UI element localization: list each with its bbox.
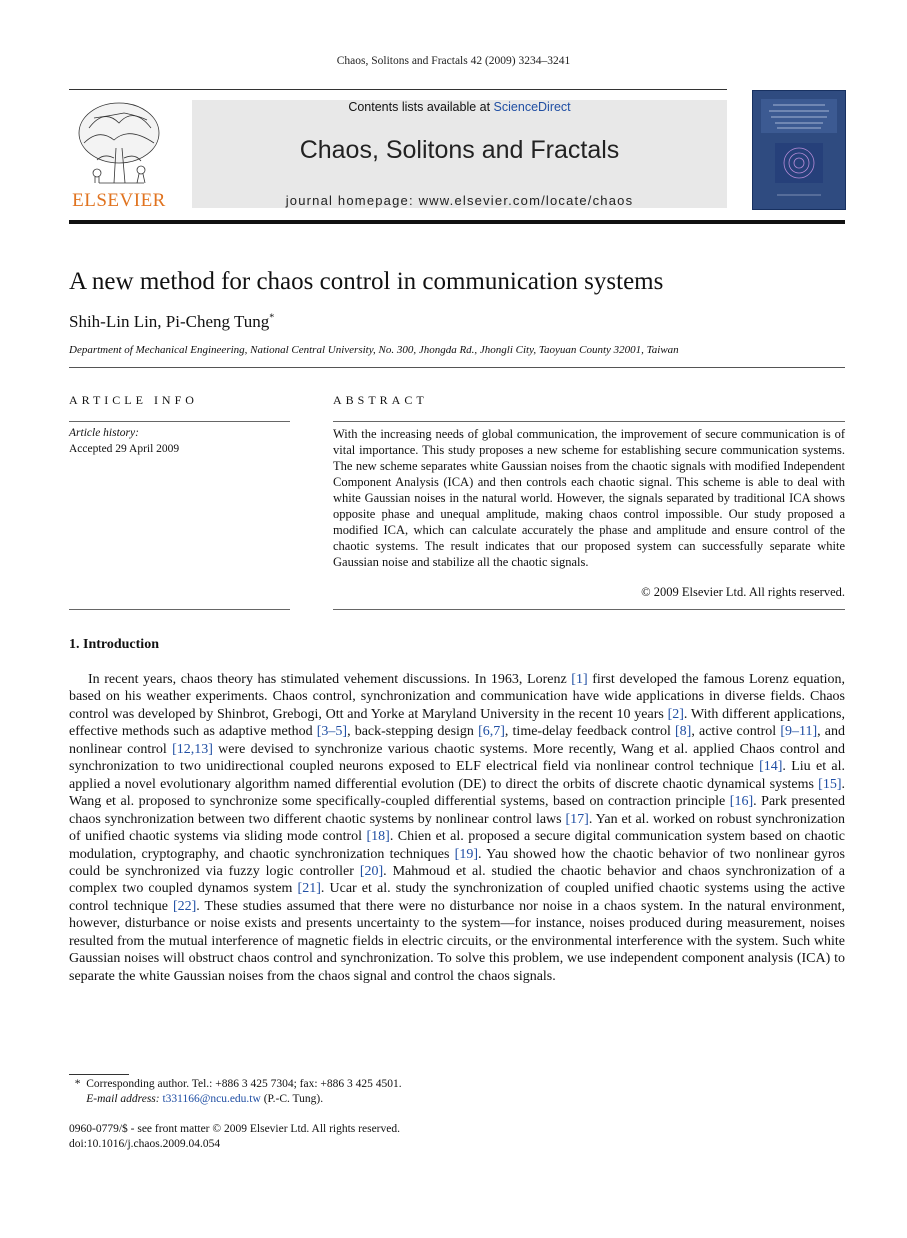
masthead-bar	[69, 220, 845, 224]
running-header: Chaos, Solitons and Fractals 42 (2009) 3234–3241	[336, 55, 571, 67]
intro-text: were devised to synchronize various chaotic systems. More recently, Wang et al. applied Chaos control and synchronization to two unidirectional coupled neurons exposed to ELF electrical field via nonlinear control technique	[69, 741, 845, 775]
contents-prefix: Contents lists available at	[348, 100, 494, 114]
citation-link[interactable]: [21]	[297, 881, 321, 897]
email-link[interactable]: t331166@ncu.edu.tw	[162, 1093, 261, 1105]
citation-link[interactable]: [16]	[729, 794, 754, 810]
intro-text: , back-stepping design	[347, 724, 479, 740]
article-info-bottom-rule	[69, 609, 290, 610]
cover-art	[753, 91, 845, 209]
history-label: Article history:	[69, 427, 139, 439]
intro-text: first developed the famous Lorenz equation, based on his weather experiments. Chaos control, synchronization and communication have wide applications in diverse fields. Chaos control was developed by Shinbrot, Grebogi, Ott and Yorke at Maryland University in the recent 10 years	[69, 672, 845, 722]
intro-text: . With different applications, effective methods such as adaptive method	[69, 706, 845, 740]
citation-link[interactable]: [18]	[366, 829, 390, 845]
journal-cover-image	[752, 90, 846, 210]
intro-text: , active control	[691, 724, 781, 740]
citation-link[interactable]: [8]	[675, 724, 692, 740]
doi-line[interactable]: doi:10.1016/j.chaos.2009.04.054	[69, 1138, 221, 1150]
citation-link[interactable]: [14]	[759, 759, 783, 775]
citation-link[interactable]: [1]	[571, 672, 588, 687]
intro-text: . Yan et al. worked on robust synchronization of unified chaotic systems via sliding mode control	[69, 811, 845, 845]
article-title: A new method for chaos control in communication systems	[69, 268, 664, 295]
footnote-email	[69, 1092, 402, 1107]
citation-link[interactable]: [9–11]	[780, 724, 818, 740]
citation-link[interactable]: [6,7]	[478, 724, 505, 740]
citation-link[interactable]: [17]	[565, 811, 589, 827]
publisher-wordmark: ELSEVIER	[72, 190, 166, 211]
abstract-bottom-rule	[333, 609, 845, 610]
abstract-rule	[333, 421, 845, 422]
intro-text: In recent years, chaos theory has stimulated vehement discussions. In 1963, Lorenz	[88, 672, 572, 687]
intro-text: , time-delay feedback control	[504, 724, 676, 740]
article-info-rule	[69, 421, 290, 422]
footnote	[69, 1077, 402, 1107]
abstract-heading: ABSTRACT	[333, 393, 428, 407]
author-affiliation: Department of Mechanical Engineering, National Central University, No. 300, Jhongda Rd., Jhongli City, Taoyuan County 32001, Taiwan	[69, 344, 679, 356]
intro-text: . Wang et al. proposed to synchronize some specifically-coupled differential systems, based on contraction principle	[69, 776, 845, 810]
introduction-body	[69, 671, 845, 985]
corresponding-text: Corresponding author. Tel.: +886 3 425 7304; fax: +886 3 425 4501.	[86, 1078, 402, 1090]
citation-link[interactable]: [3–5]	[316, 724, 348, 740]
intro-text: . Ucar et al. study the synchronization of coupled unified chaotic systems using the active control technique	[69, 881, 846, 914]
citation-link[interactable]: [22]	[172, 898, 197, 914]
citation-link[interactable]: [2]	[667, 706, 684, 722]
footnote-corresponding	[69, 1077, 402, 1092]
author-names: Shih-Lin Lin, Pi-Cheng Tung	[69, 312, 270, 331]
journal-title: Chaos, Solitons and Fractals	[299, 136, 620, 164]
citation-link[interactable]: [15]	[818, 776, 842, 792]
citation-link[interactable]: [12,13]	[172, 741, 213, 757]
email-label: E-mail address:	[86, 1093, 160, 1105]
intro-text: . Mahmoud et al. studied the chaotic behavior and chaos synchronization of a complex two coupled dynamos system	[69, 863, 845, 897]
intro-text: . Yau showed how the chaotic behavior of two nonlinear gyros could be synchronized via fuzzy logic controller	[69, 846, 845, 879]
front-matter	[69, 1122, 400, 1152]
journal-homepage[interactable]: journal homepage: www.elsevier.com/locate/chaos	[285, 193, 634, 208]
citation-link[interactable]: [19]	[454, 846, 478, 862]
footnote-rule	[69, 1074, 129, 1075]
introduction-heading: 1. Introduction	[69, 637, 159, 652]
citation-link[interactable]: [20]	[359, 863, 384, 879]
article-authors	[69, 312, 274, 332]
abstract-text: With the increasing needs of global communication, the improvement of secure communication is of vital importance. This study proposes a new scheme for establishing secure communication systems. The new scheme separates white Gaussian noises from the chaotic signals with modified Independent Component Analysis (ICA) and then controls each chaotic signal. This scheme is able to deal with white Gaussian noises in the natural world. However, the signals separated by traditional ICA shows opposite phase and unequal amplitude, making chaos control impossible. Our study proposed a modified ICA, which can calculate accurately the phase and amplitude and ensure control of the chaotic systems. The result indicates that our proposed system can successfully separate white Gaussian noise and stabilize all the chaotic signals.	[333, 427, 845, 569]
issn-line: 0960-0779/$ - see front matter © 2009 Elsevier Ltd. All rights reserved.	[69, 1123, 400, 1135]
section-rule	[69, 367, 845, 368]
accepted-date: Accepted 29 April 2009	[69, 443, 180, 455]
header-rule	[69, 89, 727, 90]
contents-line	[192, 100, 727, 114]
intro-text: , and nonlinear control	[69, 724, 846, 757]
abstract-copyright: © 2009 Elsevier Ltd. All rights reserved.	[641, 585, 845, 599]
sciencedirect-link[interactable]: ScienceDirect	[493, 100, 571, 114]
article-info-heading: ARTICLE INFO	[69, 393, 198, 407]
corresponding-author-mark[interactable]: *	[269, 312, 275, 324]
intro-text: . Liu et al. applied a novel evolutionary algorithm named differential evolution (DE) to direct the orbits of discrete chaotic dynamical systems	[69, 759, 845, 792]
footnote-mark: *	[74, 1078, 81, 1090]
intro-text: . Park presented chaos synchronization between two different chaotic systems by nonlinear control laws	[69, 794, 845, 827]
email-suffix: (P.-C. Tung).	[260, 1093, 324, 1105]
article-history	[69, 425, 179, 457]
intro-text: . These studies assumed that there were no disturbance nor noise in a chaos system. In the natural environment, however, disturbance or noise exists and presents uncertainty to the system—for instance, noises produced during measurement, noises resulted from the mutual interference of magnetic fields in electric circuits, or the environmental interference with the system. Such white Gaussian noises will obstruct chaos control and synchronization. To solve this problem, we use independent component analysis (ICA) to separate the white Gaussian noises from the chaos signal and control the chaos signals.	[69, 898, 846, 984]
intro-text: . Chien et al. proposed a secure digital communication system based on chaotic modulation, cryptography, and chaotic synchronization techniques	[69, 829, 845, 862]
